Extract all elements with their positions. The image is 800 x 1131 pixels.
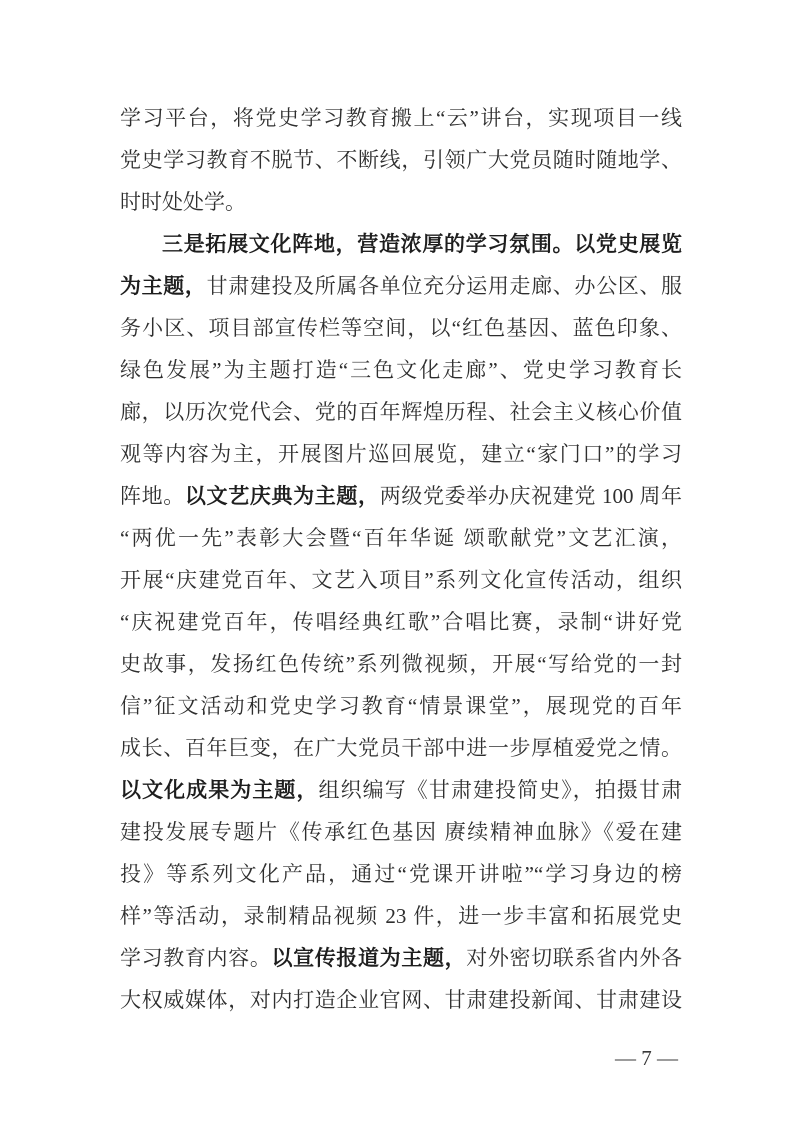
text-line bbox=[120, 559, 682, 601]
text-segment: 时时处处学。 bbox=[120, 190, 246, 214]
text-segment: 组织编写《甘肃建投简史》，拍摄甘肃 bbox=[318, 778, 683, 802]
text-line bbox=[120, 643, 682, 685]
body-text bbox=[120, 97, 682, 1021]
text-line bbox=[120, 181, 682, 223]
bold-text-segment: 以文艺庆典为主题， bbox=[184, 484, 380, 508]
text-segment: 阵地。 bbox=[120, 484, 185, 508]
text-segment: 学习平台，将党史学习教育搬上“云”讲台，实现项目一线 bbox=[120, 106, 682, 130]
text-segment: 开展“庆建党百年、文艺入项目”系列文化宣传活动，组织 bbox=[120, 568, 682, 592]
text-segment: “庆祝建党百年，传唱经典红歌”合唱比赛，录制“讲好党 bbox=[120, 610, 682, 634]
text-line bbox=[120, 769, 682, 811]
bold-text-segment: 以文化成果为主题， bbox=[120, 778, 319, 802]
bold-text-segment: 为主题， bbox=[120, 274, 207, 298]
text-segment: 学习教育内容。 bbox=[120, 946, 272, 970]
text-segment: 两级党委举办庆祝建党 100 周年 bbox=[379, 484, 683, 508]
text-line bbox=[120, 223, 682, 265]
page-number: — 7 — bbox=[615, 1046, 678, 1070]
text-segment: 廊，以历次党代会、党的百年辉煌历程、社会主义核心价值 bbox=[120, 400, 682, 424]
bold-text-segment: 以宣传报道为主题， bbox=[271, 946, 467, 970]
text-segment: 信”征文活动和党史学习教育“情景课堂”，展现党的百年 bbox=[120, 694, 682, 718]
text-line bbox=[120, 97, 682, 139]
text-segment: 甘肃建投及所属各单位充分运用走廊、办公区、服 bbox=[206, 274, 683, 298]
text-line bbox=[120, 811, 682, 853]
text-segment: 史故事，发扬红色传统”系列微视频，开展“写给党的一封 bbox=[120, 652, 682, 676]
text-segment: 绿色发展”为主题打造“三色文化走廊”、党史学习教育长 bbox=[120, 358, 682, 382]
text-line bbox=[120, 979, 682, 1021]
text-segment: 投》等系列文化产品，通过“党课开讲啦”“学习身边的榜 bbox=[120, 862, 682, 886]
text-line bbox=[120, 601, 682, 643]
text-segment: 务小区、项目部宣传栏等空间，以“红色基因、蓝色印象、 bbox=[120, 316, 682, 340]
text-segment: 党史学习教育不脱节、不断线，引领广大党员随时随地学、 bbox=[120, 148, 682, 172]
bold-text-segment: 三是拓展文化阵地，营造浓厚的学习氛围。以党史展览 bbox=[162, 232, 682, 256]
text-line bbox=[120, 349, 682, 391]
text-line bbox=[120, 727, 682, 769]
text-segment: 大权威媒体，对内打造企业官网、甘肃建投新闻、甘肃建设 bbox=[120, 988, 682, 1012]
text-line bbox=[120, 433, 682, 475]
text-line bbox=[120, 475, 682, 517]
text-line bbox=[120, 517, 682, 559]
text-line bbox=[120, 853, 682, 895]
text-line bbox=[120, 391, 682, 433]
text-segment: 对外密切联系省内外各 bbox=[466, 946, 683, 970]
text-segment: 观等内容为主，开展图片巡回展览，建立“家门口”的学习 bbox=[120, 442, 682, 466]
text-line bbox=[120, 139, 682, 181]
text-segment: 样”等活动，录制精品视频 23 件，进一步丰富和拓展党史 bbox=[120, 904, 682, 928]
text-segment: “两优一先”表彰大会暨“百年华诞 颂歌献党”文艺汇演， bbox=[120, 526, 682, 550]
text-segment: 建投发展专题片《传承红色基因 赓续精神血脉》《爱在建 bbox=[120, 820, 682, 844]
text-line bbox=[120, 265, 682, 307]
text-line bbox=[120, 895, 682, 937]
text-line bbox=[120, 937, 682, 979]
text-line bbox=[120, 307, 682, 349]
text-line bbox=[120, 685, 682, 727]
text-segment: 成长、百年巨变，在广大党员干部中进一步厚植爱党之情。 bbox=[120, 736, 682, 760]
